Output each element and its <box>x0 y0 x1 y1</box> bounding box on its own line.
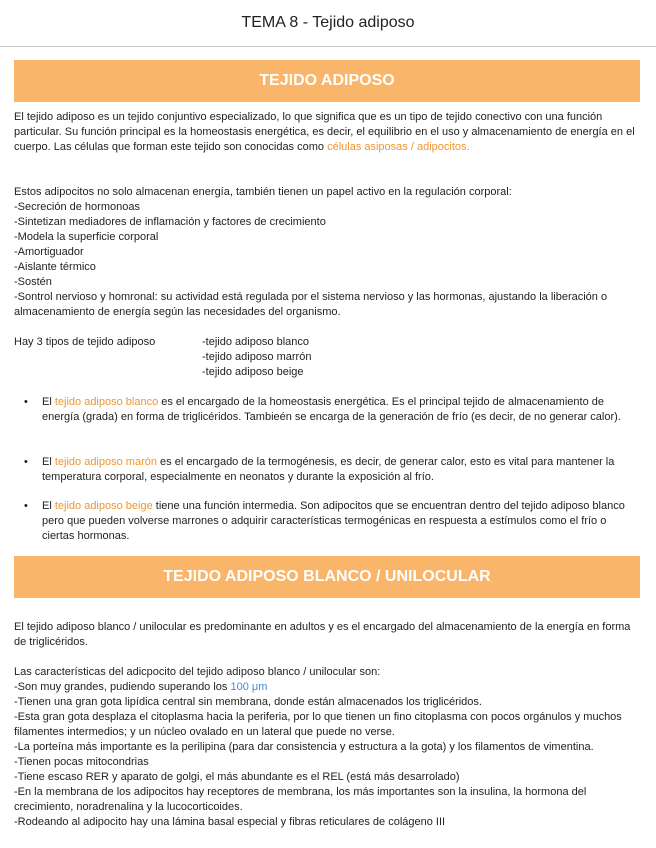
bullet-text: tiene una función intermedia. Son adipocitos que se encuentran dentro del tejido adiposo blanco pero que pueden volverse marrones o adquirir características termogénicas en respuesta a estímulos como el frío o ciertas hormonas. <box>42 500 625 542</box>
bullet-lead: El <box>42 500 55 512</box>
feature-item: -Esta gran gota desplaza el citoplasma hacia la periferia, por lo que tienen un fino citoplasma con pocos orgánulos y muchos filamentes intermedios; y un núcleo ovalado en un lateral que puede no verse. <box>14 711 622 738</box>
bullet-highlight: tejido adiposo beige <box>54 500 153 512</box>
intro-paragraph <box>14 110 640 155</box>
types-label: Hay 3 tipos de tejido adiposo <box>14 336 156 348</box>
intro-text: El tejido adiposo es un tejido conjuntivo especializado, lo que significa que es un tipo de tejido conectivo con una función particular. Su función principal es la homeostasis energética, es decir, el equilibrio en el uso y almacenamiento de energía en el cuerpo. Las células que forman este tejido son conocidas como <box>14 111 635 153</box>
bullet-text: es el encargado de la termogénesis, es decir, de generar calor, esto es vital para mantener la temperatura corporal, especialmente en neonatos y durante la exposición al frío. <box>42 456 615 483</box>
roles-intro: Estos adipocitos no solo almacenan energía, también tienen un papel activo en la regulación corporal: <box>14 186 512 198</box>
bullet-highlight: tejido adiposo blanco <box>54 396 159 408</box>
page-header <box>0 0 656 47</box>
role-item: -Sontrol nervioso y homronal: su actividad está regulada por el sistema nervioso y las hormonas, ajustando la liberación o almacenamiento de energía según las necesidades del organismo. <box>14 291 608 318</box>
bullet-dot: • <box>24 500 28 512</box>
bullet-text: es el encargado de la homeostasis energética. Es el principal tejido de almacenamiento de energía (grada) en forma de triglicéridos. Tambieén se encarga de la generación de frío (es decir, de no generar calor). <box>42 396 621 423</box>
banner-title: TEJIDO ADIPOSO BLANCO / UNILOCULAR <box>163 568 491 585</box>
types-list <box>202 335 311 380</box>
bullet-lead: El <box>42 396 55 408</box>
feature-item: -En la membrana de los adipocitos hay receptores de membrana, los más importantes son la insulina, la hormona del crecimiento, noradrenalina y la lucocorticoides. <box>14 786 587 813</box>
feature-item: -Tienen pocas mitocondrias <box>14 756 149 768</box>
type-item: -tejido adiposo marrón <box>202 351 312 363</box>
role-item: -Amortiguador <box>14 246 84 258</box>
bullet-highlight: tejido adiposo marón <box>54 456 157 468</box>
features-intro: Las características del adicpocito del tejido adiposo blanco / unilocular son: <box>14 666 381 678</box>
role-item: -Secreción de hormonoas <box>14 201 140 213</box>
role-item: -Sintetizan mediadores de inflamación y factores de crecimiento <box>14 216 326 228</box>
bullet-dot: • <box>24 396 28 408</box>
type-item: -tejido adiposo beige <box>202 366 304 378</box>
bullet-dot: • <box>24 456 28 468</box>
feature-size-prefix: -Son muy grandes, pudiendo superando los <box>14 681 231 693</box>
feature-size-value: 100 μm <box>230 681 268 693</box>
feature-item: -Tiene escaso RER y aparato de golgi, el más abundante es el REL (está más desarrolado) <box>14 771 460 783</box>
intro-highlight: células asiposas / adipocitos. <box>327 141 470 153</box>
features-block <box>14 665 640 830</box>
banner-title: TEJIDO ADIPOSO <box>259 72 395 89</box>
roles-block <box>14 185 640 320</box>
bullet-white-tissue <box>24 395 640 425</box>
type-item: -tejido adiposo blanco <box>202 336 310 348</box>
bullet-brown-tissue <box>24 455 640 485</box>
section-banner-tejido-blanco <box>14 556 640 598</box>
role-item: -Sostén <box>14 276 52 288</box>
feature-item <box>14 680 640 695</box>
page-title: TEMA 8 - Tejido adiposo <box>241 14 415 31</box>
feature-item: -La porteína más importante es la perilipina (para dar consistencia y estructura a la gota) y los filamentos de vimentina. <box>14 741 594 753</box>
white-intro-text: El tejido adiposo blanco / unilocular es predominante en adultos y es el encargado del almacenamiento de la energía en forma de triglicéridos. <box>14 621 631 648</box>
feature-item: -Tienen una gran gota lipídica central sin membrana, donde están almacenados los triglicéridos. <box>14 696 482 708</box>
bullet-beige-tissue <box>24 499 640 544</box>
role-item: -Modela la superficie corporal <box>14 231 159 243</box>
section-banner-tejido-adiposo <box>14 60 640 102</box>
white-intro-paragraph <box>14 620 640 650</box>
feature-item: -Rodeando al adipocito hay una lámina basal especial y fibras reticulares de colágeno III <box>14 816 446 828</box>
role-item: -Aislante térmico <box>14 261 96 273</box>
bullet-lead: El <box>42 456 55 468</box>
